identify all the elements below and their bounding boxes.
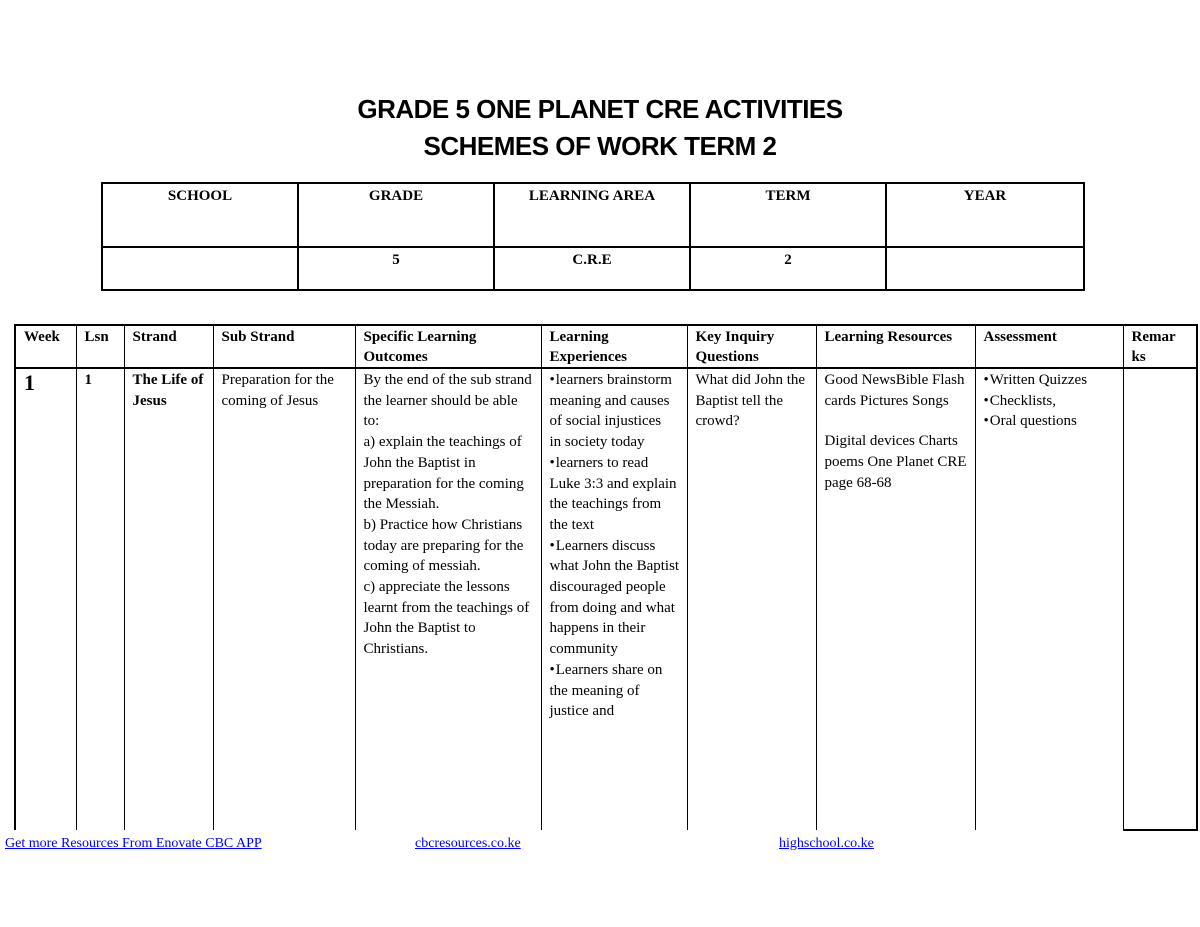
info-header-year: YEAR bbox=[886, 183, 1084, 247]
header-assessment: Assessment bbox=[975, 325, 1123, 368]
assessment-item: • Written Quizzes bbox=[984, 370, 1117, 391]
experience-continuation: from doing and what happens in their community bbox=[549, 599, 679, 658]
remarks-cell bbox=[1123, 368, 1197, 830]
header-lesson: Lsn bbox=[76, 325, 124, 368]
experiences-cell bbox=[541, 368, 687, 830]
resources-spacer bbox=[825, 411, 969, 431]
info-value-learning-area: C.R.E bbox=[494, 247, 690, 290]
header-resources: Learning Resources bbox=[816, 325, 975, 368]
scheme-table bbox=[14, 324, 1198, 831]
inquiry-cell: What did John the Baptist tell the crowd? bbox=[687, 368, 816, 830]
assessment-cell bbox=[975, 368, 1123, 830]
outcome-c: c) appreciate the lessons learnt from the teachings of John the Baptist to Christians. bbox=[363, 579, 534, 658]
sub-strand-cell: Preparation for the coming of Jesus bbox=[213, 368, 355, 830]
experience-item: • Learners discuss what John the Baptist discouraged people bbox=[550, 536, 681, 598]
strand-cell bbox=[124, 368, 213, 830]
header-remarks: Remar ks bbox=[1123, 325, 1197, 368]
experience-item: • Learners share on the meaning of justice and bbox=[550, 660, 681, 722]
assessment-item: • Oral questions bbox=[984, 411, 1117, 432]
document-subtitle: SCHEMES OF WORK TERM 2 bbox=[423, 131, 777, 161]
outcomes-cell bbox=[355, 368, 541, 830]
outcome-a: a) explain the teachings of John the Baptist in preparation for the coming the Messiah. bbox=[363, 434, 528, 513]
info-header-learning-area: LEARNING AREA bbox=[494, 183, 690, 247]
resources-line: Good NewsBible Flash cards Pictures Songs bbox=[824, 372, 969, 409]
scheme-header-row bbox=[15, 325, 1197, 368]
info-value-row bbox=[102, 247, 1084, 290]
info-value-term: 2 bbox=[690, 247, 886, 290]
experience-continuation: in society today bbox=[549, 434, 645, 451]
resources-line: Digital devices Charts poems One Planet CRE page 68-68 bbox=[824, 433, 971, 491]
week-number: 1 bbox=[24, 370, 35, 395]
info-header-school: SCHOOL bbox=[102, 183, 298, 247]
strand-text: The Life of Jesus bbox=[132, 372, 204, 409]
info-value-school bbox=[102, 247, 298, 290]
header-outcomes: Specific Learning Outcomes bbox=[355, 325, 541, 368]
header-strand: Strand bbox=[124, 325, 213, 368]
info-table bbox=[101, 182, 1085, 291]
outcome-intro: By the end of the sub strand the learner should be able to: bbox=[363, 372, 536, 430]
header-inquiry: Key Inquiry Questions bbox=[687, 325, 816, 368]
enovate-app-link[interactable]: Get more Resources From Enovate CBC APP bbox=[5, 836, 262, 851]
info-header-grade: GRADE bbox=[298, 183, 494, 247]
experience-item: • learners to read Luke 3:3 and explain the teachings from the text bbox=[550, 453, 681, 536]
resources-cell bbox=[816, 368, 975, 830]
header-week: Week bbox=[15, 325, 76, 368]
lesson-number: 1 bbox=[84, 372, 92, 388]
document-title: GRADE 5 ONE PLANET CRE ACTIVITIES bbox=[357, 94, 843, 124]
header-sub-strand: Sub Strand bbox=[213, 325, 355, 368]
header-experiences: Learning Experiences bbox=[541, 325, 687, 368]
info-header-row bbox=[102, 183, 1084, 247]
highschool-link[interactable]: highschool.co.ke bbox=[779, 836, 874, 851]
info-value-grade: 5 bbox=[298, 247, 494, 290]
assessment-item: • Checklists, bbox=[984, 391, 1117, 412]
cbcresources-link[interactable]: cbcresources.co.ke bbox=[415, 836, 521, 851]
week-cell bbox=[15, 368, 76, 830]
info-header-term: TERM bbox=[690, 183, 886, 247]
experience-item: • learners brainstorm meaning and causes of social injustices bbox=[550, 370, 681, 432]
info-value-year bbox=[886, 247, 1084, 290]
outcome-b: b) Practice how Christians today are preparing for the coming of messiah. bbox=[363, 516, 528, 575]
table-row bbox=[15, 368, 1197, 830]
lesson-cell bbox=[76, 368, 124, 830]
